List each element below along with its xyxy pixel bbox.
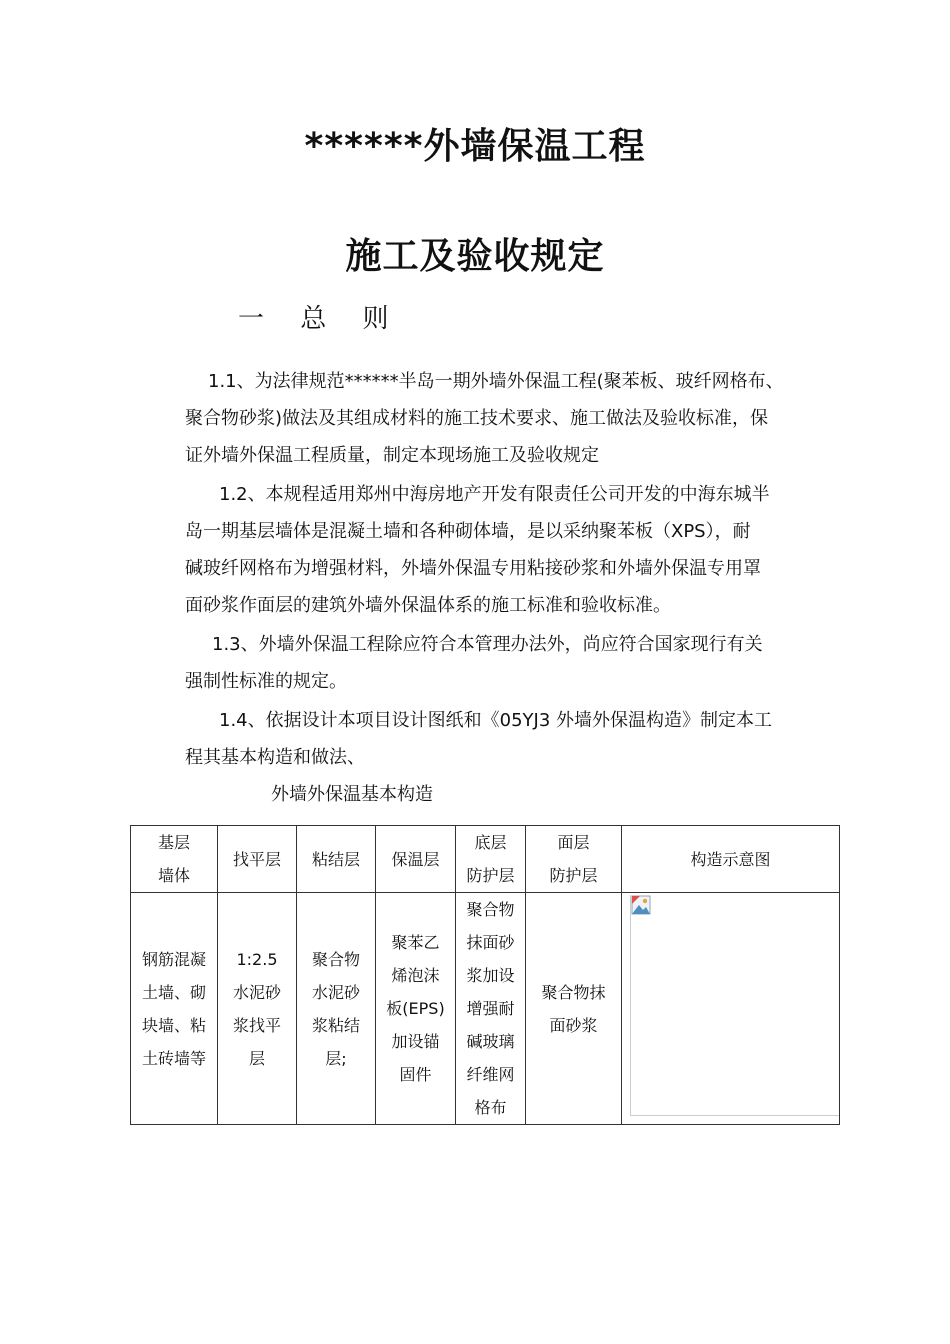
header-diagram: 构造示意图 bbox=[622, 826, 840, 893]
paragraph-line: 1.2、本规程适用郑州中海房地产开发有限责任公司开发的中海东城半 bbox=[219, 484, 770, 505]
document-title: ******外墙保温工程 bbox=[304, 126, 646, 167]
paragraph-line: 岛一期基层墙体是混凝土墙和各种砌体墙，是以采纳聚苯板（XPS），耐 bbox=[185, 521, 751, 542]
cell-surface-protection-layer: 聚合物抹 面砂浆 bbox=[526, 893, 622, 1125]
cell-leveling-layer: 1:2.5 水泥砂 浆找平 层 bbox=[218, 893, 297, 1125]
section-heading: 一 总 则 bbox=[238, 304, 403, 334]
header-base-protection-layer: 底层 防护层 bbox=[456, 826, 526, 893]
broken-image-icon bbox=[631, 895, 651, 915]
header-leveling-layer: 找平层 bbox=[218, 826, 297, 893]
header-bonding-layer: 粘结层 bbox=[297, 826, 376, 893]
table-caption: 外墙外保温基本构造 bbox=[271, 784, 433, 805]
construction-table bbox=[130, 825, 840, 1125]
paragraph-line: 证外墙外保温工程质量，制定本现场施工及验收规定 bbox=[185, 445, 599, 466]
cell-base-protection-layer: 聚合物 抹面砂 浆加设 增强耐 碱玻璃 纤维网 格布 bbox=[456, 893, 526, 1125]
cell-diagram bbox=[622, 893, 840, 1125]
cell-bonding-layer: 聚合物 水泥砂 浆粘结 层; bbox=[297, 893, 376, 1125]
paragraph-line: 1.4、依据设计本项目设计图纸和《05YJ3 外墙外保温构造》制定本工 bbox=[219, 710, 773, 731]
diagram-image-placeholder bbox=[630, 895, 839, 1116]
header-insulation-layer: 保温层 bbox=[376, 826, 456, 893]
paragraph-line: 程其基本构造和做法、 bbox=[185, 747, 365, 768]
paragraph-line: 强制性标准的规定。 bbox=[185, 671, 347, 692]
paragraph-line: 1.3、外墙外保温工程除应符合本管理办法外，尚应符合国家现行有关 bbox=[212, 634, 763, 655]
cell-insulation-layer: 聚苯乙 烯泡沫 板(EPS) 加设锚 固件 bbox=[376, 893, 456, 1125]
document-subtitle: 施工及验收规定 bbox=[345, 236, 605, 277]
table-row bbox=[131, 893, 840, 1125]
paragraph-line: 面砂浆作面层的建筑外墙外保温体系的施工标准和验收标准。 bbox=[185, 595, 671, 616]
paragraph-line: 聚合物砂浆)做法及其组成材料的施工技术要求、施工做法及验收标准，保 bbox=[185, 408, 769, 429]
table-header-row bbox=[131, 826, 840, 893]
header-surface-protection-layer: 面层 防护层 bbox=[526, 826, 622, 893]
paragraph-line: 碱玻纤网格布为增强材料，外墙外保温专用粘接砂浆和外墙外保温专用罩 bbox=[185, 558, 761, 579]
cell-base-wall: 钢筋混凝 土墙、砌 块墙、粘 土砖墙等 bbox=[131, 893, 218, 1125]
paragraph-line: 1.1、为法律规范******半岛一期外墙外保温工程(聚苯板、玻纤网格布、 bbox=[208, 371, 784, 392]
header-base-wall: 基层 墙体 bbox=[131, 826, 218, 893]
